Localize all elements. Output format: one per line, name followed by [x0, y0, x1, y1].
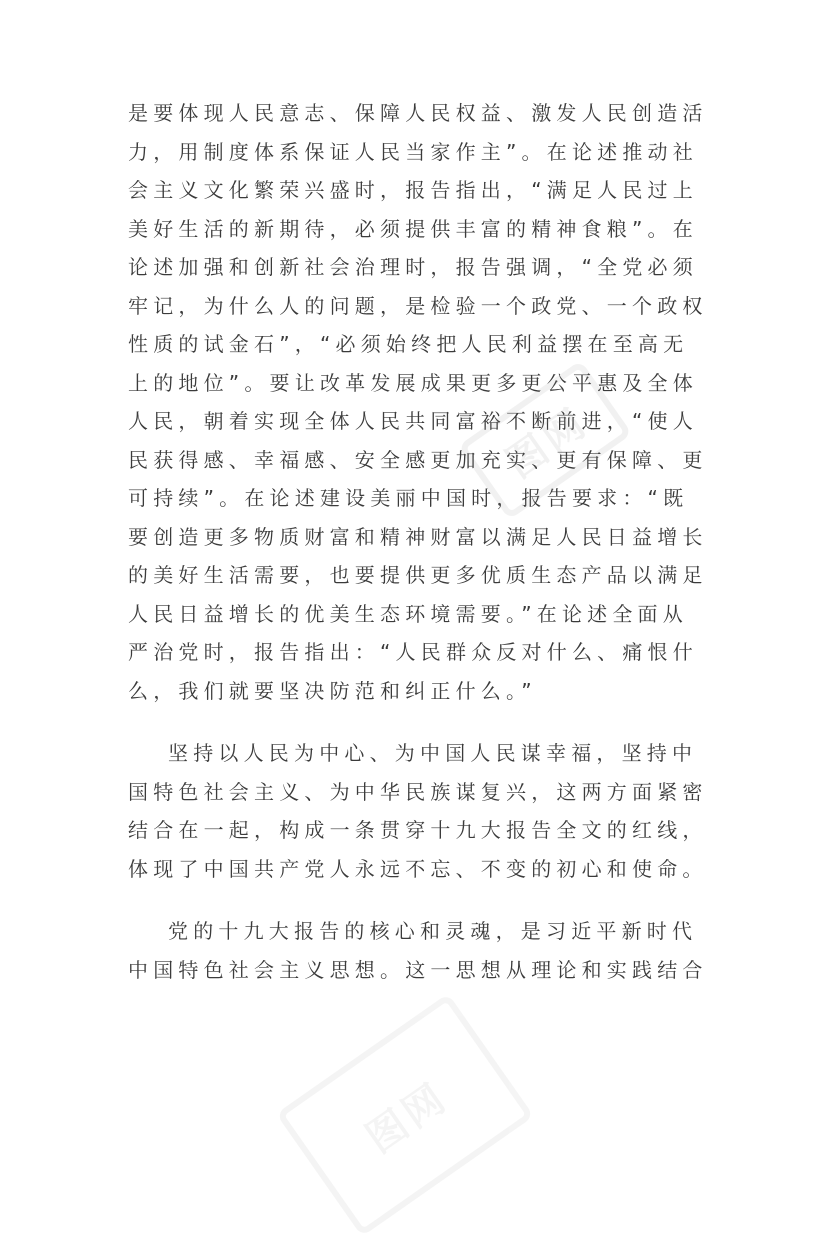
watermark-text: 图网 [497, 398, 597, 487]
text-line: 牢记，为什么人的问题，是检验一个政党、一个政权 [128, 293, 708, 318]
text-line: 人民日益增长的优美生态环境需要。”在论述全面从 [128, 601, 688, 626]
text-line: 中国特色社会主义思想。这一思想从理论和实践结合 [128, 957, 708, 982]
paragraph [128, 912, 708, 989]
text-line: 会主义文化繁荣兴盛时，报告指出，“满足人民过上 [128, 178, 698, 202]
text-line: 民获得感、幸福感、安全感更加充实、更有保障、更 [128, 447, 708, 472]
paragraph [128, 94, 708, 710]
text-line: 性质的试金石”，“必须始终把人民利益摆在至高无 [128, 332, 689, 356]
paragraph [128, 734, 708, 888]
text-line: 么，我们就要坚决防范和纠正什么。” [128, 678, 537, 703]
watermark-logo-bottom [276, 993, 534, 1236]
text-line: 严治党时，报告指出：“人民群众反对什么、痛恨什 [128, 640, 698, 664]
text-line: 结合在一起，构成一条贯穿十九大报告全文的红线， [128, 818, 708, 842]
text-line: 可持续”。在论述建设美丽中国时，报告要求：“既 [128, 486, 689, 510]
text-line: 人民，朝着实现全体人民共同富裕不断前进，“使人 [128, 409, 698, 433]
paragraph-gap [128, 888, 688, 912]
text-line: 论述加强和创新社会治理时，报告强调，“全党必须 [128, 255, 698, 279]
document-body [128, 94, 708, 989]
text-line: 要创造更多物质财富和精神财富以满足人民日益增长 [128, 524, 708, 549]
text-line: 上的地位”。要让改革发展成果更多更公平惠及全体 [128, 370, 698, 395]
text-line: 体现了中国共产党人永远不忘、不变的初心和使命。 [128, 856, 708, 881]
watermark-box-bottom [276, 993, 534, 1236]
text-line: 美好生活的新期待，必须提供丰富的精神食粮”。在 [128, 216, 698, 241]
text-line: 党的十九大报告的核心和灵魂，是习近平新时代 [168, 919, 698, 943]
text-line: 坚持以人民为中心、为中国人民谋幸福，坚持中 [168, 741, 698, 765]
text-line: 国特色社会主义、为中华民族谋复兴，这两方面紧密 [128, 779, 708, 804]
text-line: 力，用制度体系保证人民当家作主”。在论述推动社 [128, 139, 698, 164]
paragraph-gap [128, 710, 688, 734]
text-line: 是要体现人民意志、保障人民权益、激发人民创造活 [128, 101, 708, 125]
text-line: 的美好生活需要，也要提供更多优质生态产品以满足 [128, 563, 708, 587]
watermark-text-bottom: 图网 [357, 1073, 457, 1162]
